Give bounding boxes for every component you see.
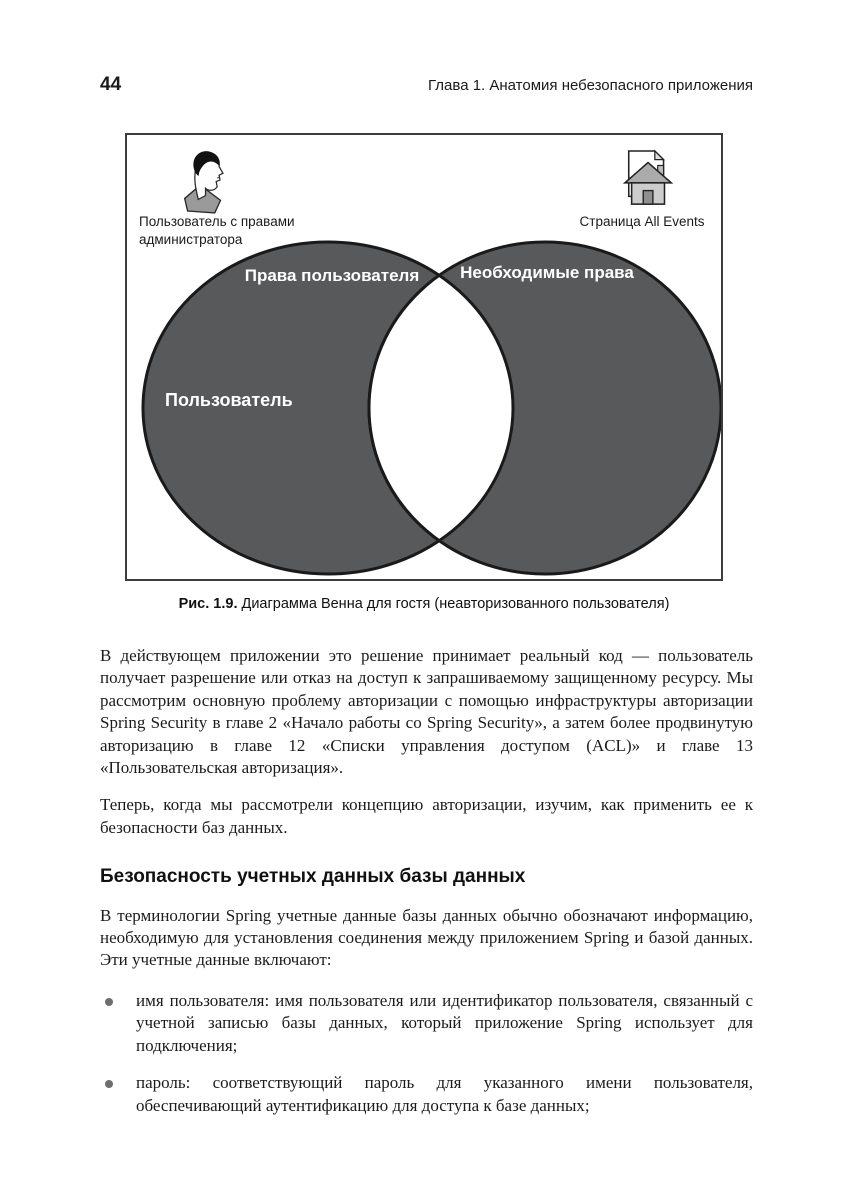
page-header [100,74,753,96]
figure-caption [125,596,723,612]
list-item-text: пароль: соответствующий пароль для указанного имени пользователя, обеспечивающий аутентификацию для доступа к базе данных; [136,1073,753,1115]
paragraph: В терминологии Spring учетные данные базы данных обычно обозначают информацию, необходимую для установления соединения между приложением Spring и базой данных. Эти учетные данные включают: [100,905,753,970]
page-number: 44 [100,74,122,95]
figure-frame [125,133,723,581]
figure-1-9 [125,133,723,612]
list-item [100,990,753,1057]
figure-caption-number: Рис. 1.9. [178,596,238,612]
list-item [100,1072,753,1117]
paragraph: Теперь, когда мы рассмотрели концепцию авторизации, изучим, как применить ее к безопасности баз данных. [100,795,753,837]
admin-user-label: Пользователь с правами администратора [139,214,295,247]
paragraph: В действующем приложении это решение принимает реальный код — пользователь получает разрешение или отказ на доступ к запрашиваемому защищенному ресурсу. Мы рассмотрим основную проблему авторизации с помощью инфраструктуры авторизации Spring Security в главе 2 «Начало работы со Spring Security», а затем более продвинутую авторизацию в главе 12 «Списки управления доступом (ACL)» и главе 13 «Пользовательская авторизация». [100,646,753,778]
right-circle-title: Необходимые права [460,263,634,282]
venn-diagram [127,135,721,579]
bullet-icon [105,998,113,1006]
chapter-header: Глава 1. Анатомия небезопасного приложения [428,77,753,94]
figure-caption-text: Диаграмма Венна для гостя (неавторизованного пользователя) [241,596,670,612]
left-circle-title: Права пользователя [244,266,420,285]
bullet-icon [105,1080,113,1088]
list-item-text: имя пользователя: имя пользователя или идентификатор пользователя, связанный с учетной записью базы данных, который приложение Spring использует для подключения; [136,990,753,1055]
all-events-page-label: Страница All Events [579,214,705,229]
left-circle-label: Пользователь [165,390,293,410]
bullet-list [100,990,753,1117]
section-heading: Безопасность учетных данных базы данных [100,866,526,888]
body-text [100,645,753,1132]
